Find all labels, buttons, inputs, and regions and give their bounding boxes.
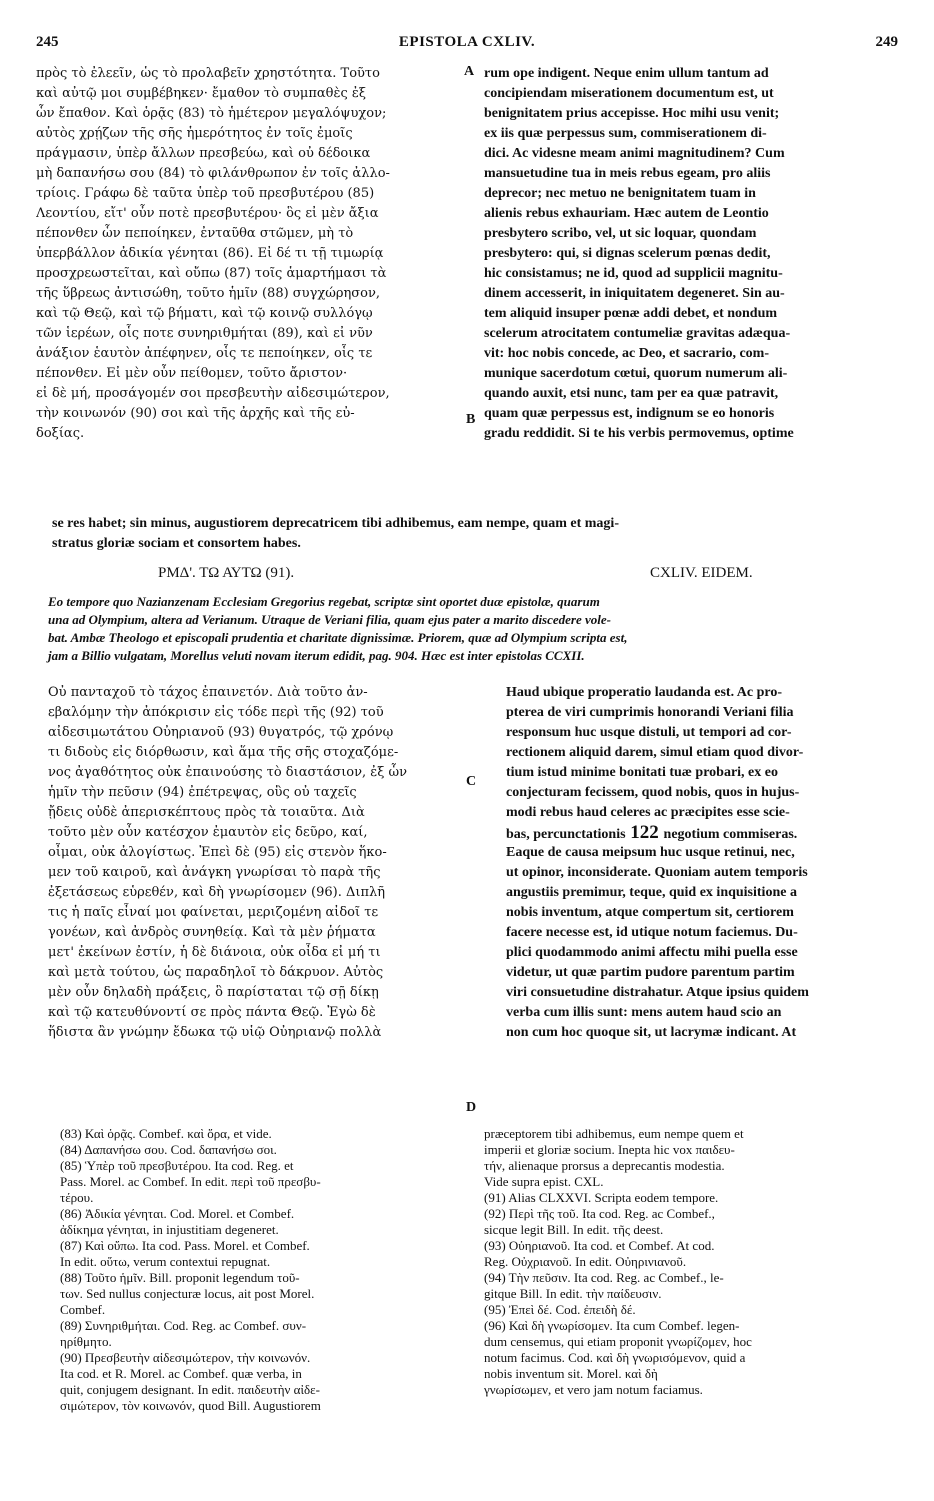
latin-column-letter — [506, 683, 900, 1043]
footnote-line: ηρίθμητο. — [60, 1334, 112, 1349]
footnote-line: (95) Ἐπεὶ δέ. Cod. ἐπειδὴ δέ. — [484, 1302, 636, 1317]
footnote-line: (89) Συνηριθμήται. Cod. Reg. ac Combef. συν- — [60, 1318, 307, 1333]
footnote-line: (94) Τὴν πεῦσιν. Ita cod. Reg. ac Combef., le- — [484, 1270, 724, 1285]
greek-text-line: τοῦτο μὲν οὖν κατέσχον ἐμαυτὸν εἰς δεῦρο, καί, — [48, 825, 368, 840]
footnote-line: (86) Ἀδικία γένηται. Cod. Morel. et Combef. — [60, 1206, 295, 1221]
footnote-line: Vide supra epist. CXL. — [484, 1174, 604, 1189]
latin-text-line: alienis rebus exhauriam. Hæc autem de Leontio — [484, 206, 769, 221]
latin-text-line: scelerum atrocitatem contumeliæ gravitas adæqua- — [484, 326, 791, 341]
footnotes-left — [60, 1126, 470, 1414]
greek-text-line: τῶν ἱερέων, οἷς ποτε συνηριθμήται (89), καὶ εἰ νῦν — [36, 326, 373, 341]
running-title: EPISTOLA CXLIV. — [398, 34, 536, 50]
greek-text-line: εἰ δὲ μή, προσάγομέν σοι πρεσβευτὴν αἰδεσιμώτερον, — [36, 386, 390, 401]
greek-text-line: πρὸς τὸ ἐλεεῖν, ὡς τὸ προλαβεῖν χρηστότητα. Τοῦτο — [36, 66, 380, 81]
page-header — [36, 34, 898, 56]
greek-text-line: αἰδεσιμωτάτου Οὐηριανοῦ (93) θυγατρός, τῷ χρόνῳ — [48, 725, 394, 740]
greek-text-line: προσχρεωστεῖται, καὶ οὔπω (87) τοῖς ἁμαρτήμασι τὰ — [36, 266, 387, 281]
latin-text-line: Eaque de causa meipsum huc usque retinui, nec, — [506, 845, 795, 860]
latin-text-continuation: negotium commiseras. — [663, 827, 798, 842]
greek-text-line: τις ἡ παῖς εἶναί μοι φαίνεται, μεριζομένη αἰδοῖ τε — [48, 905, 379, 920]
latin-text-line: nobis inventum, atque compertum sit, certiorem — [506, 905, 794, 920]
greek-text-line: τρίοις. Γράφω δὲ ταῦτα ὑπὲρ τοῦ πρεσβυτέρου (85) — [36, 186, 375, 201]
greek-text-line: ᾔδεις οὐδὲ ἀπερισκέπτους πρὸς τὰ τοιαῦτα. Διὰ — [48, 805, 365, 820]
latin-text-line: pterea de viri cumprimis honorandi Veriani filia — [506, 705, 794, 720]
latin-text-line: plici quodammodo animi affectu mihi puella esse — [506, 945, 798, 960]
greek-text-line: γονέων, καὶ ἀνδρὸς συνηθείᾳ. Καὶ τὰ μὲν ῥήματα — [48, 925, 376, 940]
latin-text-line: vit: hoc nobis concede, ac Deo, et sacrario, com- — [484, 346, 769, 361]
footnote-line: (87) Καὶ οὔπω. Ita cod. Pass. Morel. et Combef. — [60, 1238, 310, 1253]
footnote-line: sicque legit Bill. In edit. τῆς deest. — [484, 1222, 664, 1237]
footnote-line: notum facimus. Cod. καὶ δὴ γνωρισόμενον, quid a — [484, 1350, 746, 1365]
greek-column-letter — [48, 683, 468, 1043]
greek-text-line: αὐτὸς χρῄζων τῆς σῆς ἡμερότητος ἐν τοῖς ἐμοῖς — [36, 126, 353, 141]
footnote-line: dum censemus, qui etiam proponit γνωρίζομεν, hoc — [484, 1334, 752, 1349]
latin-text-line: presbytero: qui, si dignas scelerum pœnas dedit, — [484, 246, 771, 261]
footnote-line: τήν, alienaque prorsus a deprecantis modestia. — [484, 1158, 725, 1173]
latin-text-line: presbytero scribo, vel, ut sic loquar, quondam — [484, 226, 757, 241]
intro-line: Eo tempore quo Nazianzenam Ecclesiam Gregorius regebat, scriptæ sint oportet duæ epistolæ, quarum — [48, 594, 600, 609]
greek-text-line: μετ' ἐκείνων ἐστίν, ἡ δὲ διάνοια, οὐκ οἶδα εἰ μή τι — [48, 945, 381, 960]
latin-text-line: quam quæ perpessus est, indignum se eo honoris — [484, 406, 775, 421]
intro-line: una ad Olympium, altera ad Verianum. Utraque de Veriani filia, quam ejus pater a marito discedere vole- — [48, 612, 611, 627]
greek-text-line: Οὐ πανταχοῦ τὸ τάχος ἐπαινετόν. Διὰ τοῦτο ἀν- — [48, 685, 368, 700]
greek-text-line: τι διδοὺς εἰς διόρθωσιν, καὶ ἅμα τῆς σῆς στοχαζόμε- — [48, 745, 399, 760]
latin-text-line: gradu reddidit. Si te his verbis permovemus, optime — [484, 426, 794, 441]
letter-introduction — [48, 593, 904, 665]
greek-text-line: τὴν κοινωνόν (90) σοι καὶ τῆς ἀρχῆς καὶ τῆς εὐ- — [36, 406, 355, 421]
greek-text-line: καὶ τῷ Θεῷ, καὶ τῷ βήματι, καὶ τῷ κοινῷ συλλόγῳ — [36, 306, 373, 321]
footnote-line: (92) Περὶ τῆς τοῦ. Ita cod. Reg. ac Combef., — [484, 1206, 715, 1221]
latin-text-line: concipiendam miserationem documentum est, ut — [484, 86, 774, 101]
footnote-line: τέρου. — [60, 1190, 94, 1205]
latin-text-line: verba cum illis sunt: mens autem haud scio an — [506, 1005, 782, 1020]
intro-line: bat. Ambæ Theologo et episcopali prudentia et charitate dignissimæ. Priorem, quæ ad Olympium scripta est, — [48, 630, 628, 645]
greek-text-line: καὶ μετὰ τούτου, ὡς παραδηλοῖ τὸ δάκρυον. Αὐτὸς — [48, 965, 384, 980]
greek-text-line: Λεοντίου, εἴτ' οὖν ποτὲ πρεσβυτέρου· ὃς εἰ μὲν ἄξια — [36, 206, 379, 221]
column-number-122: 122 — [625, 823, 664, 843]
greek-text-line: εβαλόμην τὴν ἀπόκρισιν εἰς τόδε περὶ τῆς (92) τοῦ — [48, 705, 384, 720]
greek-text-line: τῆς ὕβρεως ἀντισώθη, τοῦτο ἡμῖν (88) συγχώρησον, — [36, 286, 380, 301]
greek-text-line: μεν τοῦ καιροῦ, καὶ ἀνάγκη γνωρίσαι τὸ παρὰ τῆς — [48, 865, 381, 880]
latin-text-line: mansuetudine tua in meis rebus egeam, pro aliis — [484, 166, 771, 181]
latin-text-line: modi rebus haud celeres ac præcipites esse scie- — [506, 805, 790, 820]
latin-text-line: benignitatem prius accepisse. Hoc mihi usu venit; — [484, 106, 780, 121]
footnote-line: (91) Alias CLXXVI. Scripta eodem tempore. — [484, 1190, 719, 1205]
footnote-line: σιμώτερον, τὸν κοινωνόν, quod Bill. Augustiorem — [60, 1398, 321, 1413]
greek-text-line: καὶ αὐτῷ μοι συμβέβηκεν· ἔμαθον τὸ συμπαθὲς ἐξ — [36, 86, 366, 101]
footnotes-right — [484, 1126, 898, 1398]
footnote-line: (88) Τοῦτο ἡμῖν. Bill. proponit legendum τοῦ- — [60, 1270, 300, 1285]
footnote-line: In edit. οὕτω, verum contextui repugnat. — [60, 1254, 271, 1269]
footnote-line: Pass. Morel. ac Combef. In edit. περὶ τοῦ πρεσβυ- — [60, 1174, 321, 1189]
latin-text-line: rectionem aliquid darem, simul etiam quod divor- — [506, 745, 804, 760]
full-width-line: se res habet; sin minus, augustiorem deprecatricem tibi adhibemus, eam nempe, quam et magi- — [52, 516, 619, 531]
greek-text-line: πέπονθεν ὧν πεποίηκεν, ἐνταῦθα στῶμεν, μὴ τὸ — [36, 226, 354, 241]
margin-marker-a: A — [464, 64, 475, 79]
latin-text-line: angustiis premimur, teque, quid ex inquisitione a — [506, 885, 797, 900]
greek-text-line: οἶμαι, οὐκ ἀλογίστως. Ἐπεὶ δὲ (95) εἰς στενὸν ἥκο- — [48, 845, 387, 860]
latin-text-line: munique sacerdotum cœtui, quorum numerum ali- — [484, 366, 788, 381]
greek-text-line: μὲν οὖν δηλαδὴ πράξεις, ὃ παρίσταται τῷ σῇ δίκῃ — [48, 985, 379, 1000]
page-number-left: 245 — [36, 34, 59, 50]
footnote-line: nobis inventum sit. Morel. καὶ δὴ — [484, 1366, 658, 1381]
greek-text-line: ἡμῖν τὴν πεῦσιν (94) ἐπέτρεψας, οὓς οὐ ταχεῖς — [48, 785, 357, 800]
latin-text-line: tem aliquid insuper pœnæ addi debet, et nondum — [484, 306, 778, 321]
footnote-line: Combef. — [60, 1302, 106, 1317]
footnote-line: (84) Δαπανήσω σου. Cod. δαπανήσω σοι. — [60, 1142, 277, 1157]
margin-marker-b: B — [466, 412, 476, 427]
intro-line: jam a Billio vulgatam, Morellus veluti novam iterum edidit, pag. 904. Hæc est inter epistolas CCXII. — [48, 648, 585, 663]
latin-text-line: tium istud minime bonitati tuæ probari, ex eo — [506, 765, 778, 780]
latin-text-line: ex iis quæ perpessus sum, commiserationem di- — [484, 126, 767, 141]
footnote-line: (83) Καὶ ὁρᾷς. Combef. καὶ ὅρα, et vide. — [60, 1126, 272, 1141]
footnote-line: (85) Ὑπὲρ τοῦ πρεσβυτέρου. Ita cod. Reg. et — [60, 1158, 294, 1173]
greek-text-line: δοξίας. — [36, 426, 85, 441]
footnote-line: (93) Οὐηριανοῦ. Ita cod. et Combef. At cod. — [484, 1238, 715, 1253]
latin-text-line: rum ope indigent. Neque enim ullum tantum ad — [484, 66, 769, 81]
latin-text-line: bas, percunctationis 122 negotium commiseras. — [506, 823, 798, 843]
latin-column-top — [484, 64, 898, 444]
latin-letter-heading: CXLIV. EIDEM. — [650, 565, 753, 581]
footnote-line: præceptorem tibi adhibemus, eum nempe quem et — [484, 1126, 744, 1141]
greek-text-line: ἐξετάσεως εὑρεθέν, καὶ δὴ γνωρίσομεν (96). Διπλῆ — [48, 885, 386, 900]
footnote-line: gitque Bill. In edit. τὴν παίδευσιν. — [484, 1286, 662, 1301]
full-width-line: stratus gloriæ sociam et consortem habes. — [52, 536, 301, 551]
footnote-line: quit, conjugem designant. In edit. παιδευτὴν αἰδε- — [60, 1382, 320, 1397]
latin-text-line: videtur, ut quæ partim pudore parentum partim — [506, 965, 795, 980]
letter-headings — [36, 565, 898, 587]
greek-text-line: ἀνάξιον ἑαυτὸν ἀπέφηνεν, οἷς τε πεποίηκεν, οἷς τε — [36, 346, 373, 361]
latin-text-line: dici. Ac videsne meam animi magnitudinem? Cum — [484, 146, 785, 161]
greek-text-line: ὑπερβάλλον ἀδικία γένηται (86). Εἰ δέ τι τῇ τιμωρίᾳ — [36, 246, 384, 261]
latin-text-line: Haud ubique properatio laudanda est. Ac pro- — [506, 685, 783, 700]
latin-text-line: conjecturam fecissem, quod nobis, quos in hujus- — [506, 785, 800, 800]
footnote-line: (96) Καὶ δὴ γνωρίσομεν. Ita cum Combef. legen- — [484, 1318, 740, 1333]
latin-text-line: facere necesse est, id utique notum faciemus. Du- — [506, 925, 798, 940]
page-number-right: 249 — [875, 34, 898, 50]
greek-text-line: ὧν ἔπαθον. Καὶ ὁρᾷς (83) τὸ ἡμέτερον μεγαλόψυχον; — [36, 106, 387, 121]
latin-text-line: responsum huc usque distuli, ut tempori ad cor- — [506, 725, 792, 740]
footnote-line: των. Sed nullus conjecturæ locus, ait post Morel. — [60, 1286, 315, 1301]
footnote-line: Reg. Οὐχριανοῦ. In edit. Οὐηρινιανοῦ. — [484, 1254, 687, 1269]
footnote-line: imperii et gloriæ socium. Inepta hic vox παιδευ- — [484, 1142, 735, 1157]
footnote-line: ἀδίκημα γένηται, in injustitiam degeneret. — [60, 1222, 279, 1237]
greek-text-line: πέπονθεν. Εἰ μὲν οὖν πείθομεν, τοῦτο ἄριστον· — [36, 366, 348, 381]
greek-text-line: ἥδιστα ἂν γνώμην ἔδωκα τῷ υἱῷ Οὐηριανῷ πολλὰ — [48, 1025, 382, 1040]
latin-text-line: deprecor; nec metuo ne benignitatem tuam in — [484, 186, 756, 201]
margin-marker-c: C — [466, 774, 477, 789]
latin-text-line: dinem accesserit, in iniquitatem degeneret. Sin au- — [484, 286, 785, 301]
greek-text-line: καὶ τῷ κατευθύνοντί σε πρὸς πάντα Θεῷ. Ἐγὼ δὲ — [48, 1005, 376, 1020]
latin-text-line: ut opinor, inconsiderate. Quoniam autem temporis — [506, 865, 808, 880]
footnote-line: (90) Πρεσβευτὴν αἰδεσιμώτερον, τὴν κοινωνόν. — [60, 1350, 311, 1365]
greek-text-line: νος ἀγαθότητος οὐκ ἐπαινούσης τὸ διαστάσιον, ἐξ ὧν — [48, 765, 408, 780]
latin-text-line: non cum hoc quoque sit, ut lacrymæ indicant. At — [506, 1025, 797, 1040]
margin-marker-d: D — [466, 1100, 477, 1115]
greek-column-top — [36, 64, 468, 444]
greek-text-line: πράγμασιν, ὑπὲρ ἄλλων πρεσβεύω, καὶ οὐ δέδοικα — [36, 146, 371, 161]
full-width-text — [52, 514, 898, 554]
greek-letter-heading: ΡΜΔ'. ΤΩ ΑΥΤΩ (91). — [158, 565, 295, 581]
footnote-line: Ita cod. et R. Morel. ac Combef. quæ verba, in — [60, 1366, 302, 1381]
latin-text-line: viri consuetudine distrahatur. Atque ipsius quidem — [506, 985, 809, 1000]
footnote-line: γνωρίσωμεν, et vero jam notum faciamus. — [484, 1382, 703, 1397]
greek-text-line: μὴ δαπανήσω σου (84) τὸ φιλάνθρωπον ἐν τοῖς ἀλλο- — [36, 166, 390, 181]
latin-text-line: quando auxit, etsi nunc, tam per ea quæ patravit, — [484, 386, 779, 401]
latin-text-line: hic consistamus; ne id, quod ad supplicii magnitu- — [484, 266, 783, 281]
